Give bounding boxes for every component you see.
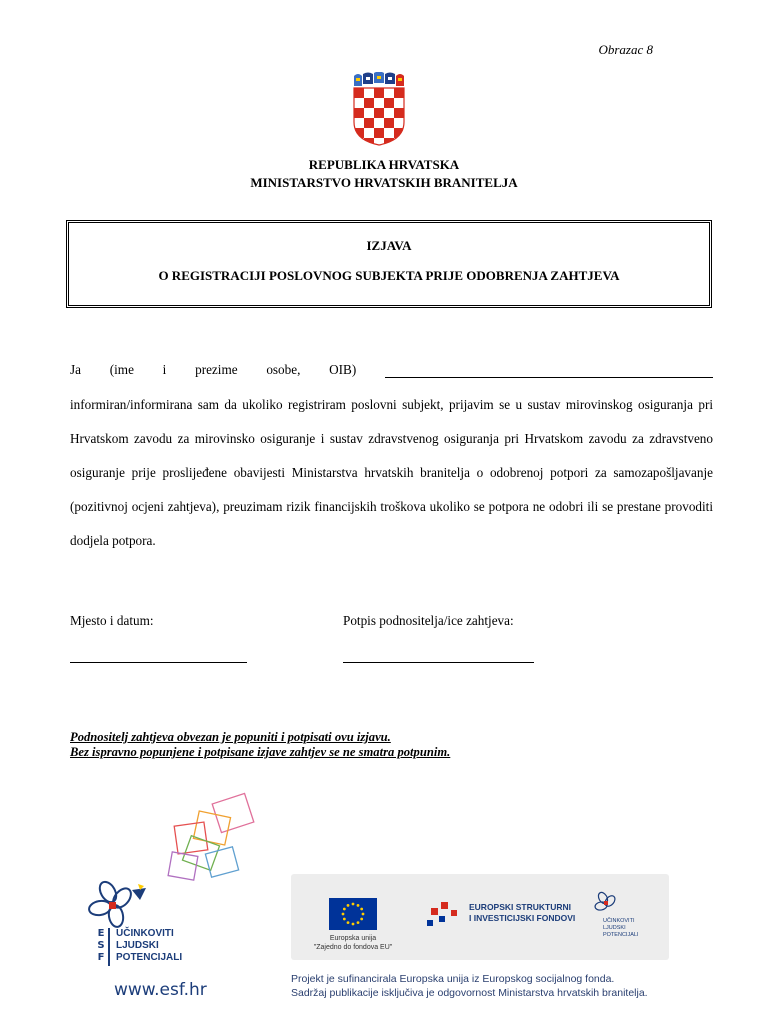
name-oib-field[interactable] [385,363,713,378]
coat-of-arms-logo [350,72,408,146]
decorative-squares-graphic [156,792,266,892]
intro-word: i [162,362,167,377]
intro-word: prezime [195,362,238,377]
mandatory-note [70,730,450,760]
intro-word: (ime [109,362,134,377]
eu-flag-icon [329,898,377,930]
eu-funds-panel [291,874,669,960]
esf-small-logo [593,890,623,916]
esf-flower-logo [88,878,152,934]
esf-website-link[interactable]: www.esf.hr [114,980,207,1000]
esi-funds-text: EUROPSKI STRUKTURNI I INVESTICIJSKI FONDOVI [469,902,576,923]
esi-funds-logo [425,900,465,934]
header-ministry: MINISTARSTVO HRVATSKIH BRANITELJA [250,175,518,190]
signature-label: Potpis podnositelja/ice zahtjeva: [343,613,514,628]
eu-caption: Europska unija "Zajedno do fondova EU" [313,935,393,951]
eu-disclaimer: Projekt je sufinancirala Europska unija iz Europskog socijalnog fonda. Sadržaj publikacije isključiva je odgovornost Ministarstva hrvatskih branitelja. [291,973,648,999]
statement-body: informiran/informirana sam da ukoliko registriram poslovni subjekt, prijavim se u sustav mirovinskog osiguranja pri Hrvatskom zavodu za mirovinsko osiguranje i sustav zdravstvenog osiguranja pri Hrvatskom zavodu za zdravstveno osiguranje prije proslijeđene obavijesti Ministarstva hrvatskih branitelja o odobrenoj potpori za samozapošljavanje (pozitivnoj ocjeni zahtjeva), preuzimam rizik financijskih troškova ukoliko se potpora ne odobri ili se prestane provoditi dodjela potpora. [70,397,713,548]
place-date-label: Mjesto i datum: [70,613,154,628]
note-line: Podnositelj zahtjeva obvezan je popuniti i potpisati ovu izjavu. [70,730,391,744]
intro-word: osobe, [266,362,301,377]
esf-divider [108,928,110,966]
declaration-subtitle: O REGISTRACIJI POSLOVNOG SUBJEKTA PRIJE ODOBRENJA ZAHTJEVA [158,268,620,283]
esf-footer [86,786,670,1006]
intro-word: Ja [70,362,81,377]
declaration-title: IZJAVA [366,238,412,253]
esf-letters: E S F [97,928,105,963]
signature-field[interactable] [343,662,534,663]
esf-small-slogan: UČINKOVITI LJUDSKI POTENCIJALI [603,918,639,938]
statement-intro [70,362,713,378]
form-number: Obrazac 8 [598,42,653,57]
title-box [66,220,712,308]
intro-word: OIB) [329,362,357,377]
header-republic: REPUBLIKA HRVATSKA [308,157,460,172]
place-date-field[interactable] [70,662,247,663]
esf-slogan: UČINKOVITI LJUDSKI POTENCIJALI [116,928,183,963]
note-line: Bez ispravno popunjene i potpisane izjave zahtjev se ne smatra potpunim. [70,745,451,759]
